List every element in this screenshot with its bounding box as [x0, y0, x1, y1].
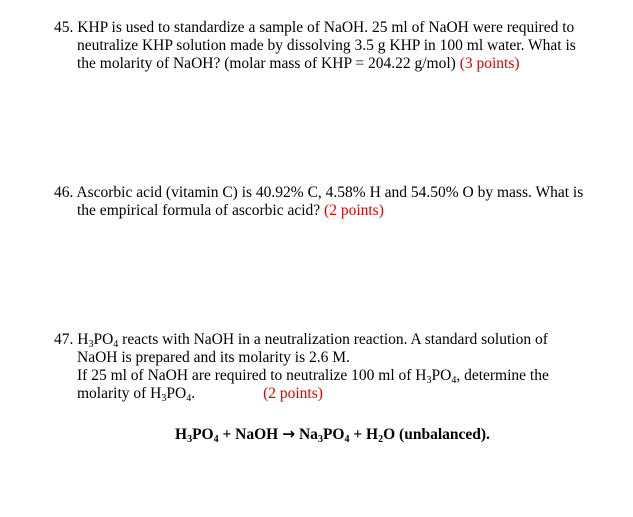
question-45-line-1: 45. KHP is used to standardize a sample of NaOH. 25 ml of NaOH were required to — [54, 19, 575, 36]
question-46 — [54, 184, 624, 220]
question-45-line-2: neutralize KHP solution made by dissolving 3.5 g KHP in 100 ml water. What is — [77, 37, 576, 54]
points-label: (2 points) — [263, 385, 323, 402]
points-label: (2 points) — [324, 202, 384, 219]
question-45 — [54, 19, 624, 73]
question-number: 45. — [54, 19, 74, 36]
question-47-line-2: NaOH is prepared and its molarity is 2.6 M. — [77, 349, 350, 366]
question-number: 46. — [54, 184, 74, 201]
question-47 — [54, 331, 624, 403]
question-47-line-1: 47. $H_3PO_4$ reacts with NaOH in a neutralization reaction. A standard solution of — [54, 331, 548, 350]
reaction-equation: $H_3PO_4$ + NaOH → $Na_3PO_4 + H_2O$ (unbalanced). — [175, 425, 490, 445]
question-45-line-3: the molarity of NaOH? (molar mass of KHP = 204.22 g/mol) (3 points) — [77, 55, 520, 72]
question-46-line-2: the empirical formula of ascorbic acid? (2 points) — [77, 202, 384, 219]
question-47-line-3: If 25 ml of NaOH are required to neutralize 100 ml of $H_3PO_4$, determine the — [77, 367, 549, 386]
points-label: (3 points) — [459, 55, 520, 72]
reaction-arrow-icon: → — [282, 425, 296, 443]
question-number: 47. — [54, 331, 74, 348]
question-46-line-1: 46. Ascorbic acid (vitamin C) is 40.92% C, 4.58% H and 54.50% O by mass. What is — [54, 184, 584, 201]
question-47-line-4: molarity of $H_3PO_4$. (2 points) — [77, 385, 323, 404]
